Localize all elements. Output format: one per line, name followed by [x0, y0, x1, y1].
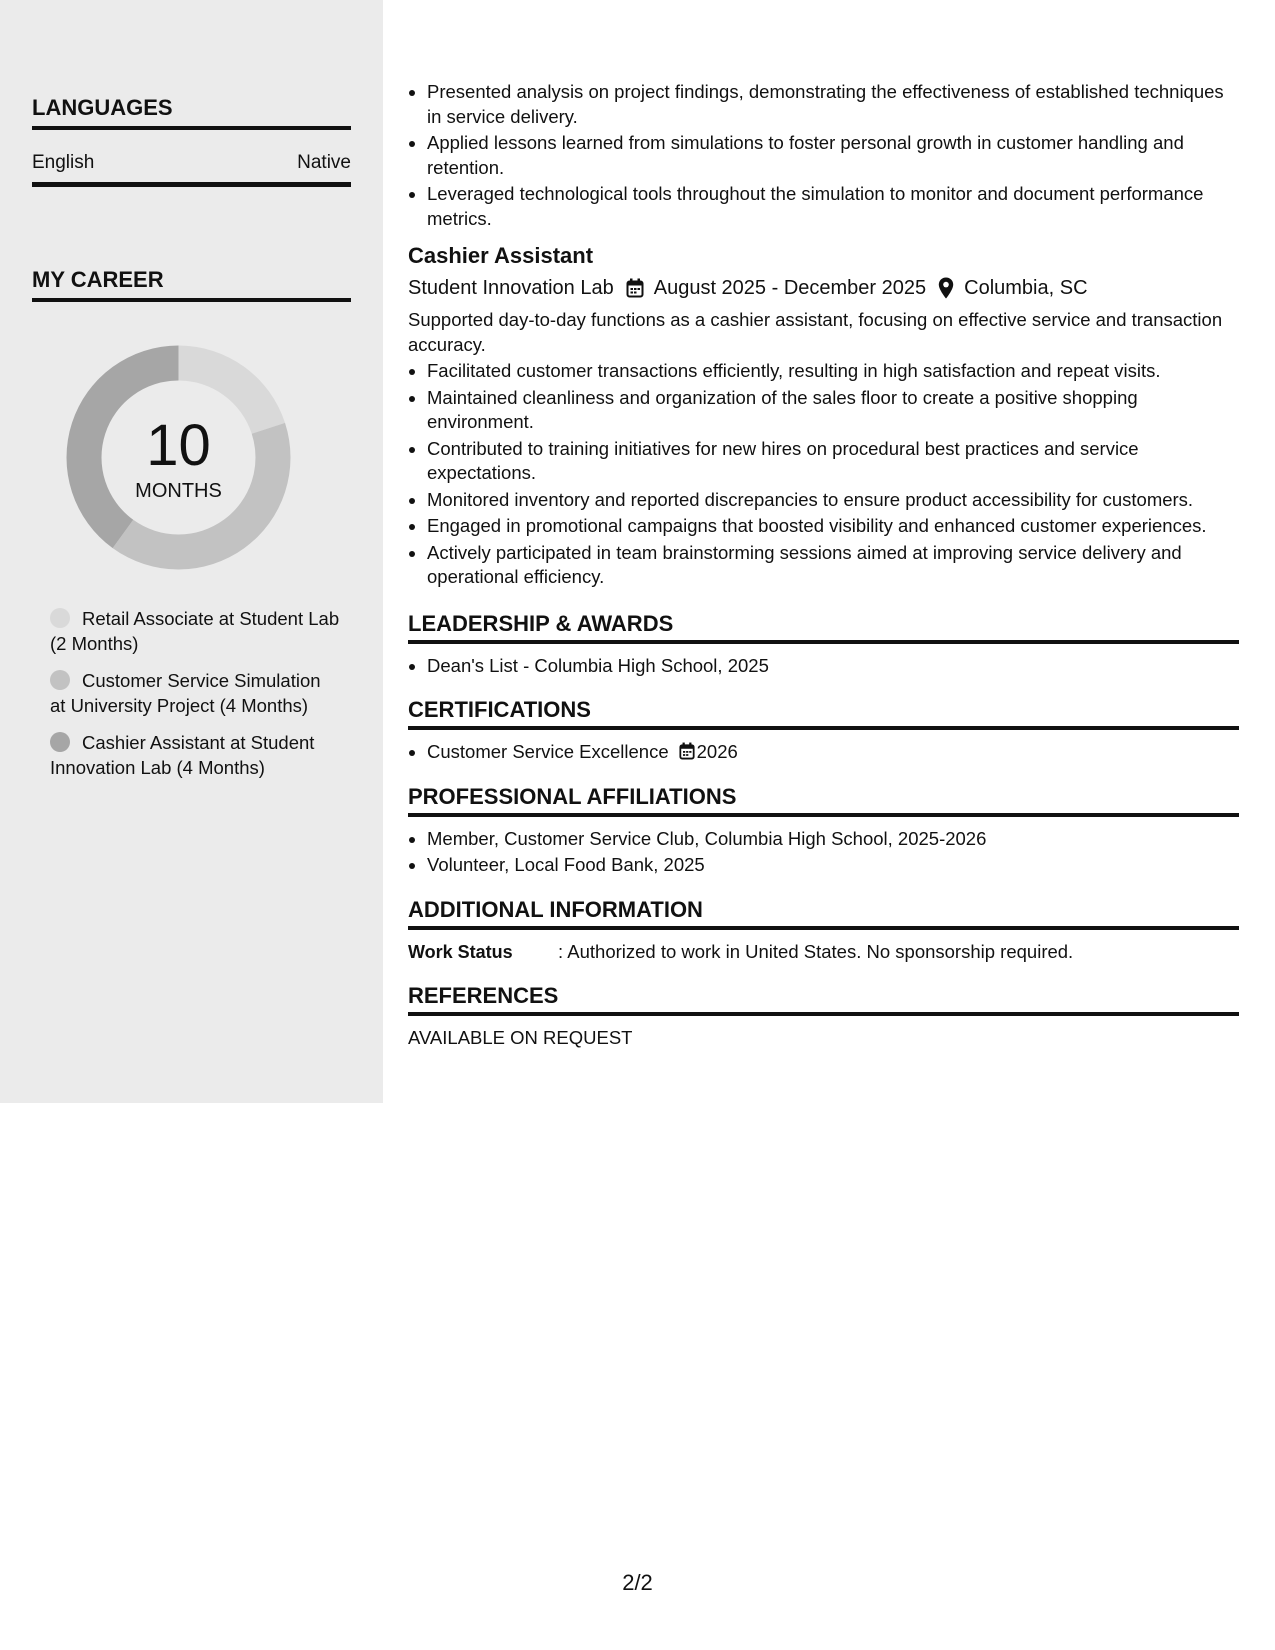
legend-label: Customer Service Simulation at University Project (4 Months) [50, 670, 321, 716]
certifications-list [408, 740, 1239, 765]
certifications-heading: CERTIFICATIONS [408, 696, 1239, 730]
career-legend [50, 606, 340, 792]
bullet-item: • Monitored inventory and reported discrepancies to ensure product accessibility for customers. [427, 488, 1239, 513]
job-meta [408, 274, 1239, 302]
job-location: Columbia, SC [964, 277, 1088, 299]
work-status-value: : Authorized to work in United States. No sponsorship required. [558, 940, 1074, 962]
legend-label: Retail Associate at Student Lab (2 Months) [50, 608, 340, 654]
bullet-item: • Presented analysis on project findings, demonstrating the effectiveness of established techniques in service delivery. [427, 80, 1239, 129]
bullet-item: • Applied lessons learned from simulations to foster personal growth in customer handling and retention. [427, 131, 1239, 180]
language-row [32, 150, 351, 187]
leadership-list [408, 654, 1239, 679]
calendar-icon [626, 278, 644, 298]
job-title: Cashier Assistant [408, 243, 594, 268]
references-text: AVAILABLE ON REQUEST [408, 1026, 633, 1048]
bullet-item: • Engaged in promotional campaigns that boosted visibility and enhanced customer experiences. [427, 514, 1239, 539]
references-heading: REFERENCES [408, 982, 1239, 1016]
language-name: English [32, 152, 95, 173]
legend-label: Cashier Assistant at Student Innovation Lab (4 Months) [50, 732, 315, 778]
additional-info-heading: ADDITIONAL INFORMATION [408, 896, 1239, 930]
career-heading: MY CAREER [32, 266, 351, 302]
certification-item [427, 740, 1239, 765]
previous-job-bullets [408, 80, 1239, 231]
main-content [408, 0, 1239, 1050]
location-pin-icon [938, 277, 954, 299]
legend-item [50, 730, 340, 780]
bullet-item: • Leveraged technological tools throughout the simulation to monitor and document performance metrics. [427, 182, 1239, 231]
career-unit: MONTHS [135, 480, 222, 502]
bullet-item: • Dean's List - Columbia High School, 2025 [427, 654, 1239, 679]
certification-year: 2026 [696, 741, 738, 762]
calendar-icon [679, 742, 695, 760]
sidebar [0, 0, 383, 1103]
bullet-item: • Volunteer, Local Food Bank, 2025 [427, 853, 1239, 878]
page-number: 2/2 [622, 1570, 653, 1595]
legend-dot [50, 670, 70, 690]
work-status-label: Work Status [408, 941, 513, 962]
legend-dot [50, 608, 70, 628]
job-company: Student Innovation Lab [408, 277, 614, 299]
job-bullets [408, 359, 1239, 590]
legend-item [50, 606, 340, 656]
career-donut-chart [66, 345, 291, 570]
bullet-item: • Contributed to training initiatives for new hires on procedural best practices and service expectations. [427, 437, 1239, 486]
languages-heading: LANGUAGES [32, 94, 351, 130]
legend-dot [50, 732, 70, 752]
job-dates: August 2025 - December 2025 [653, 277, 927, 299]
legend-item [50, 668, 340, 718]
affiliations-list [408, 827, 1239, 878]
career-total: 10 [146, 413, 211, 478]
bullet-item: • Maintained cleanliness and organization of the sales floor to create a positive shopping environment. [427, 386, 1239, 435]
bullet-item: • Member, Customer Service Club, Columbia High School, 2025-2026 [427, 827, 1239, 852]
certification-name: Customer Service Excellence [427, 741, 669, 762]
language-level: Native [297, 152, 351, 173]
leadership-heading: LEADERSHIP & AWARDS [408, 610, 1239, 644]
affiliations-heading: PROFESSIONAL AFFILIATIONS [408, 783, 1239, 817]
job-description: Supported day-to-day functions as a cashier assistant, focusing on effective service and transaction accuracy. [408, 309, 1223, 355]
bullet-item: • Facilitated customer transactions efficiently, resulting in high satisfaction and repeat visits. [427, 359, 1239, 384]
work-status-row [408, 940, 1239, 964]
bullet-item: • Actively participated in team brainstorming sessions aimed at improving service delivery and operational efficiency. [427, 541, 1239, 590]
